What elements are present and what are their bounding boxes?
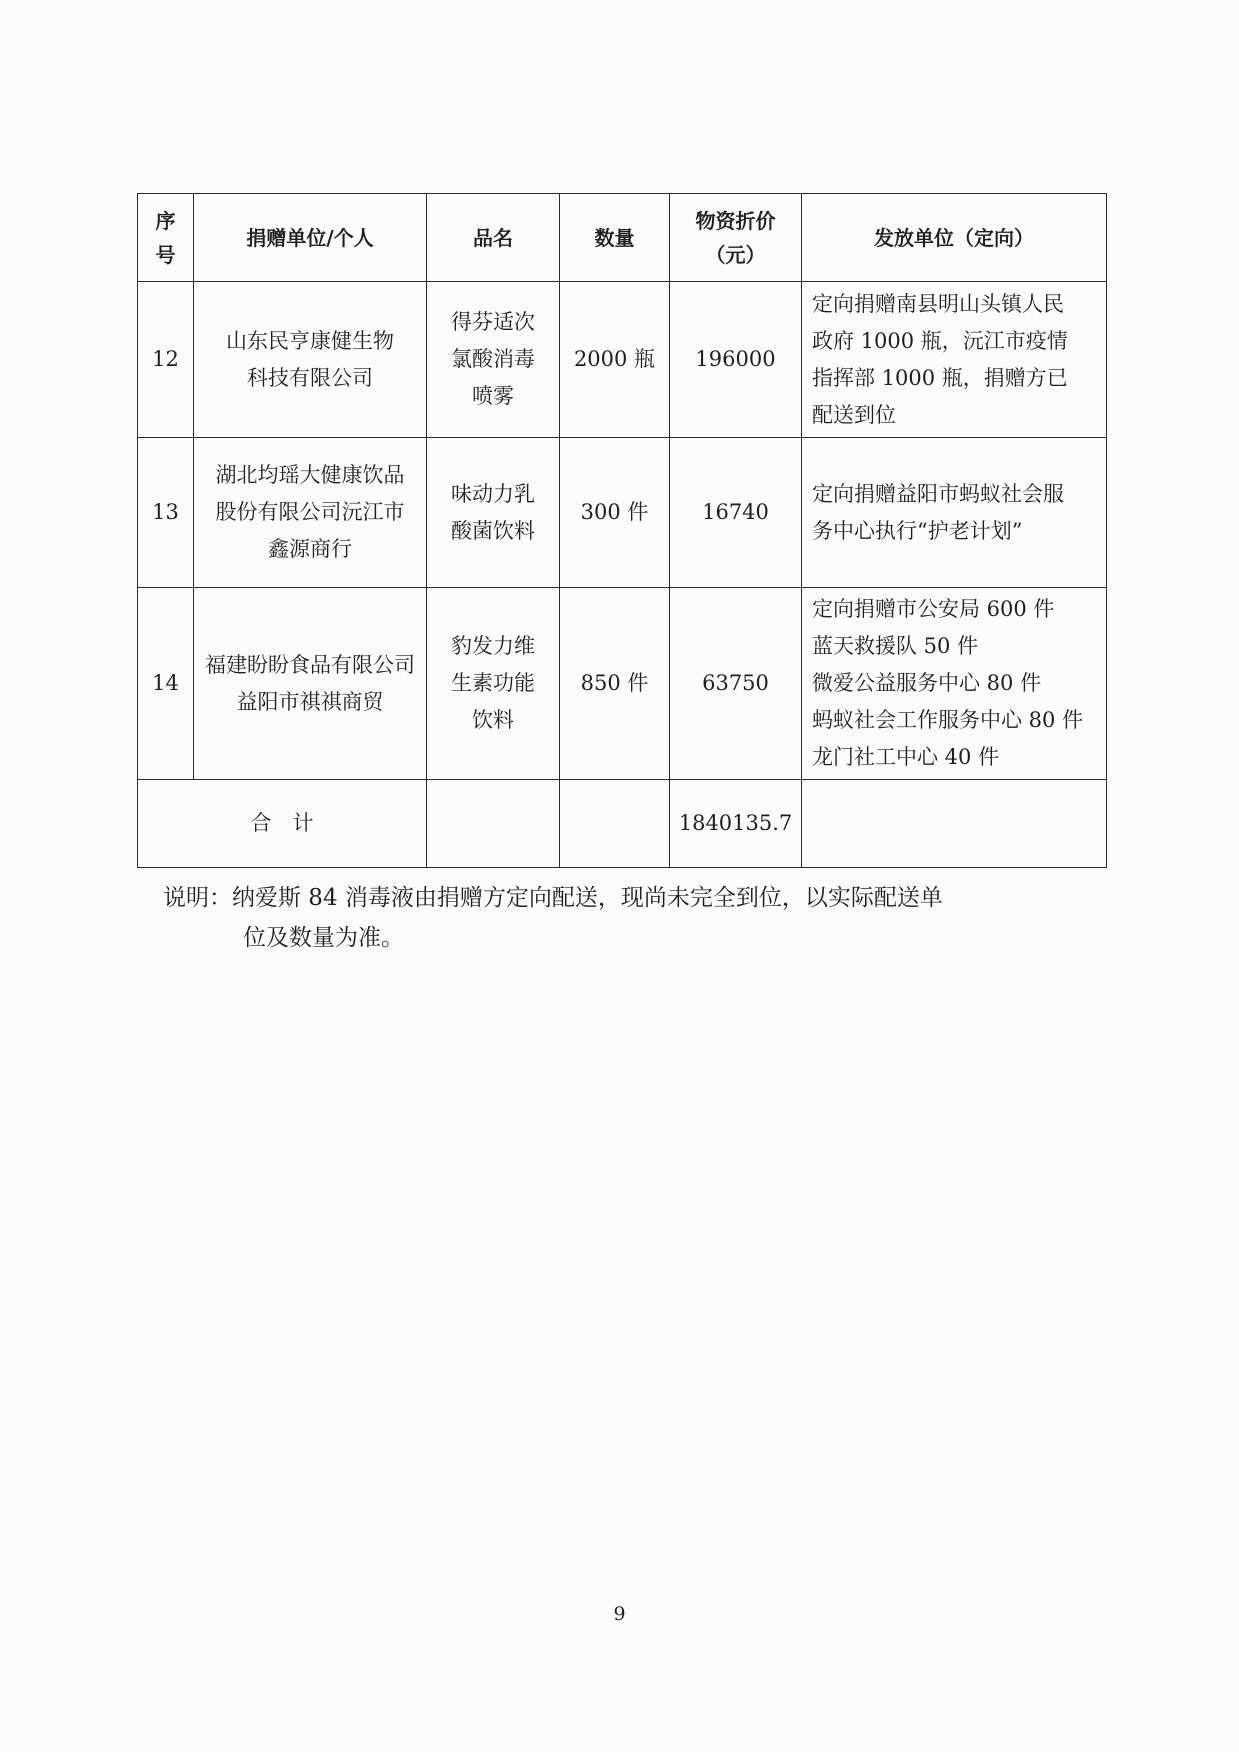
- cell-value: 16740: [670, 438, 802, 588]
- cell-seq: 14: [138, 588, 194, 780]
- table-row: [138, 438, 1107, 588]
- cell-item: 得芬适次 氯酸消毒 喷雾: [427, 282, 560, 438]
- table-row: [138, 282, 1107, 438]
- cell-qty: 300 件: [560, 438, 670, 588]
- cell-value: 63750: [670, 588, 802, 780]
- cell-item: 味动力乳 酸菌饮料: [427, 438, 560, 588]
- cell-seq: 13: [138, 438, 194, 588]
- table-header-row: [138, 194, 1107, 282]
- total-qty-empty: [560, 780, 670, 868]
- cell-donor: 山东民亨康健生物 科技有限公司: [194, 282, 427, 438]
- table-note: 说明：纳爱斯 84 消毒液由捐赠方定向配送，现尚未完全到位，以实际配送单 位及数量为准。: [163, 885, 943, 951]
- cell-donor: 福建盼盼食品有限公司 益阳市祺祺商贸: [194, 588, 427, 780]
- total-value: 1840135.7: [670, 780, 802, 868]
- cell-value: 196000: [670, 282, 802, 438]
- table-row: [138, 588, 1107, 780]
- total-row: [138, 780, 1107, 868]
- total-label: 合 计: [138, 780, 427, 868]
- total-dist-empty: [802, 780, 1107, 868]
- header-qty: 数量: [560, 194, 670, 282]
- cell-item: 豹发力维 生素功能 饮料: [427, 588, 560, 780]
- cell-donor: 湖北均瑶大健康饮品 股份有限公司沅江市 鑫源商行: [194, 438, 427, 588]
- header-value: 物资折价 （元）: [670, 194, 802, 282]
- donation-table: [137, 193, 1107, 868]
- cell-qty: 850 件: [560, 588, 670, 780]
- page-number: 9: [613, 1603, 626, 1625]
- cell-seq: 12: [138, 282, 194, 438]
- cell-qty: 2000 瓶: [560, 282, 670, 438]
- header-donor: 捐赠单位/个人: [194, 194, 427, 282]
- cell-dist: 定向捐赠南县明山头镇人民 政府 1000 瓶，沅江市疫情 指挥部 1000 瓶，捐赠方已 配送到位: [802, 282, 1107, 438]
- total-item-empty: [427, 780, 560, 868]
- header-dist: 发放单位（定向）: [802, 194, 1107, 282]
- cell-dist: 定向捐赠市公安局 600 件 蓝天救援队 50 件 微爱公益服务中心 80 件 蚂蚁社会工作服务中心 80 件 龙门社工中心 40 件: [802, 588, 1107, 780]
- cell-dist: 定向捐赠益阳市蚂蚁社会服 务中心执行“护老计划”: [802, 438, 1107, 588]
- header-item: 品名: [427, 194, 560, 282]
- header-seq: 序 号: [138, 194, 194, 282]
